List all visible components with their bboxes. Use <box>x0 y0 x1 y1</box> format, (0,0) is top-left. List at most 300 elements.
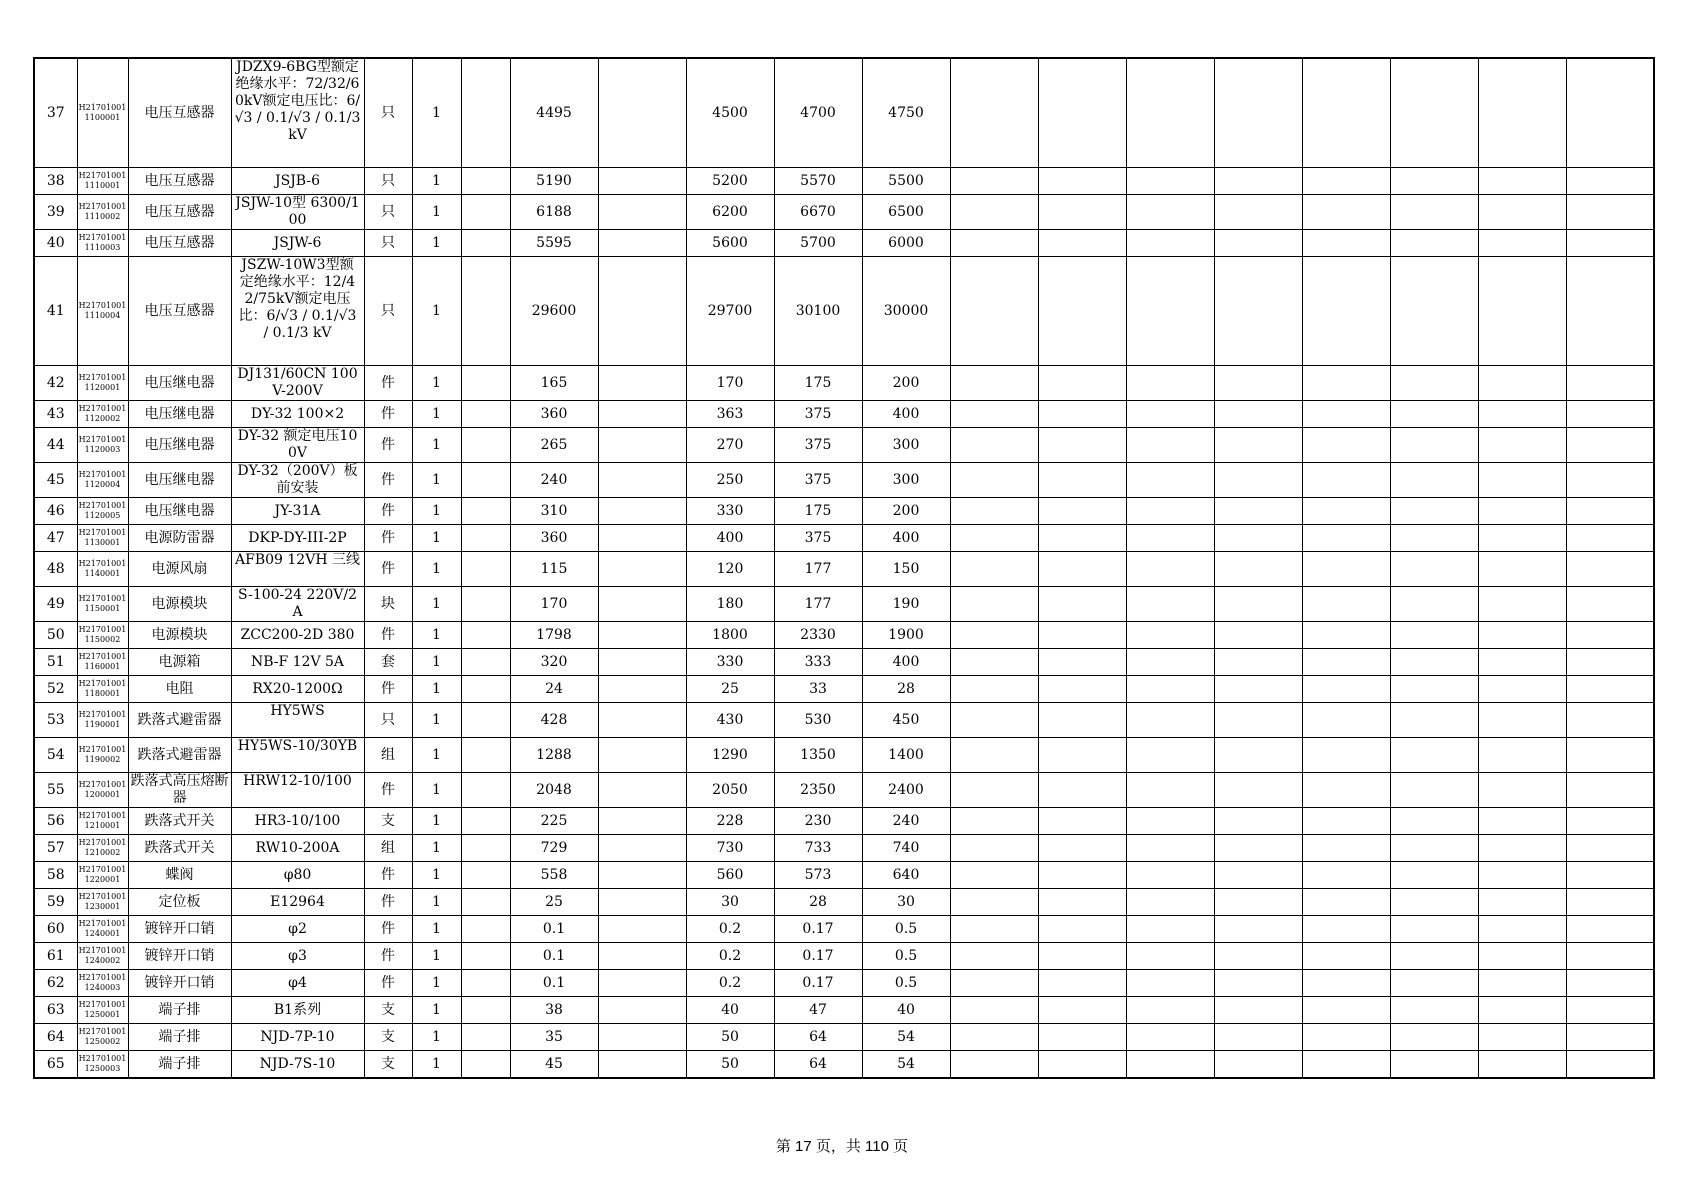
item-unit: 件 <box>364 943 412 970</box>
item-code: H217010011240001 <box>77 916 128 943</box>
empty-cell <box>598 230 686 257</box>
empty-cell <box>461 889 510 916</box>
table-row <box>34 916 1654 943</box>
spec-text: DY-32 额定电压100V <box>237 428 358 461</box>
table-row <box>34 970 1654 997</box>
page-footer: 第 17 页，共 110 页 <box>775 1138 909 1155</box>
empty-cell <box>1566 889 1654 916</box>
item-qty: 1 <box>412 587 461 622</box>
empty-cell <box>1214 889 1302 916</box>
price-3: 375 <box>774 401 862 428</box>
empty-cell <box>1038 58 1126 168</box>
table-row <box>34 525 1654 552</box>
item-name: 电压互感器 <box>128 168 231 195</box>
empty-cell <box>1566 943 1654 970</box>
table-row <box>34 58 1654 168</box>
empty-cell <box>1126 1051 1214 1079</box>
item-name: 电源风扇 <box>128 552 231 587</box>
empty-cell <box>1038 808 1126 835</box>
item-unit: 只 <box>364 703 412 738</box>
empty-cell <box>950 835 1038 862</box>
price-1: 170 <box>510 587 598 622</box>
empty-cell <box>1214 195 1302 230</box>
price-4: 300 <box>862 428 950 463</box>
empty-cell <box>461 773 510 808</box>
item-qty: 1 <box>412 1024 461 1051</box>
empty-cell <box>1126 808 1214 835</box>
item-spec <box>231 366 364 401</box>
empty-cell <box>1302 195 1390 230</box>
item-qty: 1 <box>412 835 461 862</box>
item-code: H217010011110003 <box>77 230 128 257</box>
empty-cell <box>1038 773 1126 808</box>
price-3: 28 <box>774 889 862 916</box>
empty-cell <box>1038 1024 1126 1051</box>
item-unit: 组 <box>364 738 412 773</box>
price-4: 0.5 <box>862 970 950 997</box>
empty-cell <box>1390 649 1478 676</box>
spec-text: DY-32（200V）板前安装 <box>237 463 358 496</box>
empty-cell <box>1390 889 1478 916</box>
price-3: 375 <box>774 525 862 552</box>
spec-text: JSJW-6 <box>273 234 322 251</box>
empty-cell <box>1302 773 1390 808</box>
item-name: 蝶阀 <box>128 862 231 889</box>
price-2: 25 <box>686 676 774 703</box>
spec-text: DY-32 100×2 <box>250 405 345 422</box>
price-1: 428 <box>510 703 598 738</box>
item-code: H217010011120002 <box>77 401 128 428</box>
empty-cell <box>1566 622 1654 649</box>
price-2: 30 <box>686 889 774 916</box>
empty-cell <box>1214 943 1302 970</box>
empty-cell <box>461 401 510 428</box>
empty-cell <box>1566 366 1654 401</box>
empty-cell <box>1478 773 1566 808</box>
item-name: 跌落式避雷器 <box>128 738 231 773</box>
item-code: H21701001110000​1 <box>77 58 128 168</box>
empty-cell <box>1566 970 1654 997</box>
row-no: 58 <box>34 862 77 889</box>
empty-cell <box>950 257 1038 366</box>
row-no: 62 <box>34 970 77 997</box>
table-row <box>34 649 1654 676</box>
item-qty: 1 <box>412 997 461 1024</box>
empty-cell <box>1126 195 1214 230</box>
empty-cell <box>950 498 1038 525</box>
row-no: 56 <box>34 808 77 835</box>
spec-text: JSJW-10型 6300/100 <box>235 195 360 228</box>
item-name: 电压互感器 <box>128 58 231 168</box>
empty-cell <box>461 58 510 168</box>
spec-text: ZCC200-2D 380 <box>240 626 355 643</box>
table-row <box>34 257 1654 366</box>
empty-cell <box>598 889 686 916</box>
item-code: H217010011230001 <box>77 889 128 916</box>
price-4: 200 <box>862 498 950 525</box>
item-qty: 1 <box>412 168 461 195</box>
empty-cell <box>1478 498 1566 525</box>
empty-cell <box>1302 1051 1390 1079</box>
empty-cell <box>1390 587 1478 622</box>
empty-cell <box>1214 808 1302 835</box>
price-2: 170 <box>686 366 774 401</box>
price-1: 558 <box>510 862 598 889</box>
table-row <box>34 168 1654 195</box>
price-2: 1290 <box>686 738 774 773</box>
row-no: 40 <box>34 230 77 257</box>
empty-cell <box>1038 401 1126 428</box>
price-4: 640 <box>862 862 950 889</box>
empty-cell <box>1214 649 1302 676</box>
empty-cell <box>461 552 510 587</box>
empty-cell <box>598 997 686 1024</box>
empty-cell <box>461 428 510 463</box>
item-unit: 件 <box>364 552 412 587</box>
item-code: H217010011120004 <box>77 463 128 498</box>
item-spec <box>231 649 364 676</box>
empty-cell <box>1478 808 1566 835</box>
item-spec <box>231 552 364 587</box>
empty-cell <box>1214 862 1302 889</box>
item-code: H217010011140001 <box>77 552 128 587</box>
table-row <box>34 889 1654 916</box>
empty-cell <box>950 195 1038 230</box>
table-row <box>34 738 1654 773</box>
price-3: 64 <box>774 1051 862 1079</box>
item-code: H217010011240003 <box>77 970 128 997</box>
item-qty: 1 <box>412 943 461 970</box>
empty-cell <box>598 257 686 366</box>
price-4: 30 <box>862 889 950 916</box>
price-3: 64 <box>774 1024 862 1051</box>
price-2: 363 <box>686 401 774 428</box>
empty-cell <box>1566 463 1654 498</box>
empty-cell <box>1038 862 1126 889</box>
empty-cell <box>950 463 1038 498</box>
empty-cell <box>598 649 686 676</box>
item-qty: 1 <box>412 862 461 889</box>
item-spec <box>231 889 364 916</box>
item-qty: 1 <box>412 498 461 525</box>
row-no: 64 <box>34 1024 77 1051</box>
item-code: H217010011120001 <box>77 366 128 401</box>
empty-cell <box>1302 916 1390 943</box>
empty-cell <box>598 58 686 168</box>
item-unit: 只 <box>364 230 412 257</box>
price-3: 30100 <box>774 257 862 366</box>
empty-cell <box>1390 997 1478 1024</box>
item-code: H217010011190002 <box>77 738 128 773</box>
item-code: H217010011240002 <box>77 943 128 970</box>
table-row <box>34 587 1654 622</box>
price-3: 375 <box>774 428 862 463</box>
item-unit: 支 <box>364 1024 412 1051</box>
price-3: 5570 <box>774 168 862 195</box>
empty-cell <box>1390 1051 1478 1079</box>
price-4: 400 <box>862 401 950 428</box>
empty-cell <box>1038 498 1126 525</box>
row-no: 63 <box>34 997 77 1024</box>
empty-cell <box>1390 703 1478 738</box>
price-2: 120 <box>686 552 774 587</box>
spec-text: NB-F 12V 5A <box>250 653 345 670</box>
empty-cell <box>598 703 686 738</box>
item-code: H217010011150001 <box>77 587 128 622</box>
empty-cell <box>1302 552 1390 587</box>
empty-cell <box>598 525 686 552</box>
price-1: 4495 <box>510 58 598 168</box>
spec-text: DKP-DY-III-2P <box>248 529 347 546</box>
item-unit: 只 <box>364 58 412 168</box>
empty-cell <box>1478 230 1566 257</box>
item-spec <box>231 168 364 195</box>
empty-cell <box>1566 649 1654 676</box>
empty-cell <box>1214 366 1302 401</box>
price-2: 560 <box>686 862 774 889</box>
empty-cell <box>598 943 686 970</box>
empty-cell <box>1038 835 1126 862</box>
empty-cell <box>598 622 686 649</box>
empty-cell <box>950 773 1038 808</box>
price-4: 0.5 <box>862 943 950 970</box>
empty-cell <box>1126 525 1214 552</box>
price-3: 1350 <box>774 738 862 773</box>
empty-cell <box>950 401 1038 428</box>
table-row <box>34 366 1654 401</box>
empty-cell <box>598 773 686 808</box>
price-1: 729 <box>510 835 598 862</box>
empty-cell <box>1566 808 1654 835</box>
price-4: 54 <box>862 1051 950 1079</box>
row-no: 48 <box>34 552 77 587</box>
empty-cell <box>1478 676 1566 703</box>
item-spec <box>231 257 364 366</box>
price-1: 360 <box>510 525 598 552</box>
empty-cell <box>1126 676 1214 703</box>
spec-text: φ2 <box>288 920 307 937</box>
price-2: 5200 <box>686 168 774 195</box>
spec-text: φ80 <box>283 866 312 883</box>
price-2: 250 <box>686 463 774 498</box>
item-qty: 1 <box>412 58 461 168</box>
item-code: H217010011180001 <box>77 676 128 703</box>
spec-text: JSJB-6 <box>274 172 320 189</box>
empty-cell <box>1038 168 1126 195</box>
item-code: H217010011120003 <box>77 428 128 463</box>
price-1: 115 <box>510 552 598 587</box>
price-2: 50 <box>686 1024 774 1051</box>
spec-text: NJD-7S-10 <box>259 1055 336 1072</box>
item-qty: 1 <box>412 703 461 738</box>
empty-cell <box>1390 428 1478 463</box>
empty-cell <box>1302 970 1390 997</box>
empty-cell <box>1566 498 1654 525</box>
item-spec <box>231 862 364 889</box>
item-spec <box>231 401 364 428</box>
empty-cell <box>1302 168 1390 195</box>
empty-cell <box>950 808 1038 835</box>
empty-cell <box>1478 835 1566 862</box>
empty-cell <box>1478 168 1566 195</box>
empty-cell <box>1038 970 1126 997</box>
empty-cell <box>1390 195 1478 230</box>
spec-text: HY5WS-10/30YB <box>237 738 358 754</box>
price-1: 1288 <box>510 738 598 773</box>
empty-cell <box>1126 970 1214 997</box>
spec-text: AFB09 12VH 三线 <box>235 552 360 568</box>
item-spec <box>231 676 364 703</box>
empty-cell <box>1478 703 1566 738</box>
item-code: H217010011150002 <box>77 622 128 649</box>
price-2: 2050 <box>686 773 774 808</box>
row-no: 44 <box>34 428 77 463</box>
empty-cell <box>598 195 686 230</box>
row-no: 50 <box>34 622 77 649</box>
price-2: 180 <box>686 587 774 622</box>
empty-cell <box>1214 835 1302 862</box>
table-row <box>34 1024 1654 1051</box>
item-name: 端子排 <box>128 1051 231 1079</box>
empty-cell <box>461 808 510 835</box>
empty-cell <box>950 649 1038 676</box>
item-spec <box>231 498 364 525</box>
price-3: 177 <box>774 587 862 622</box>
row-no: 38 <box>34 168 77 195</box>
empty-cell <box>950 587 1038 622</box>
empty-cell <box>1214 1024 1302 1051</box>
empty-cell <box>1566 58 1654 168</box>
empty-cell <box>1126 916 1214 943</box>
item-name: 电阻 <box>128 676 231 703</box>
empty-cell <box>950 676 1038 703</box>
empty-cell <box>1302 676 1390 703</box>
price-3: 0.17 <box>774 943 862 970</box>
empty-cell <box>461 587 510 622</box>
item-qty: 1 <box>412 401 461 428</box>
empty-cell <box>598 587 686 622</box>
empty-cell <box>598 168 686 195</box>
price-3: 230 <box>774 808 862 835</box>
spec-text: HRW12-10/100 <box>243 773 352 789</box>
empty-cell <box>461 195 510 230</box>
empty-cell <box>1126 773 1214 808</box>
price-4: 200 <box>862 366 950 401</box>
empty-cell <box>1390 552 1478 587</box>
empty-cell <box>1214 230 1302 257</box>
empty-cell <box>1478 738 1566 773</box>
empty-cell <box>1478 1051 1566 1079</box>
item-code: H217010011250003 <box>77 1051 128 1079</box>
empty-cell <box>1126 997 1214 1024</box>
empty-cell <box>1566 676 1654 703</box>
item-name: 电压互感器 <box>128 230 231 257</box>
row-no: 60 <box>34 916 77 943</box>
price-3: 5700 <box>774 230 862 257</box>
empty-cell <box>1126 552 1214 587</box>
item-qty: 1 <box>412 195 461 230</box>
empty-cell <box>461 230 510 257</box>
item-qty: 1 <box>412 1051 461 1079</box>
item-qty: 1 <box>412 916 461 943</box>
item-qty: 1 <box>412 889 461 916</box>
empty-cell <box>1126 168 1214 195</box>
empty-cell <box>461 916 510 943</box>
empty-cell <box>1390 1024 1478 1051</box>
empty-cell <box>1214 463 1302 498</box>
empty-cell <box>1478 58 1566 168</box>
empty-cell <box>1566 997 1654 1024</box>
item-qty: 1 <box>412 808 461 835</box>
price-3: 177 <box>774 552 862 587</box>
empty-cell <box>1390 835 1478 862</box>
empty-cell <box>1478 1024 1566 1051</box>
item-spec <box>231 738 364 773</box>
spec-text: E12964 <box>270 893 325 910</box>
empty-cell <box>1478 997 1566 1024</box>
empty-cell <box>1038 622 1126 649</box>
empty-cell <box>598 463 686 498</box>
empty-cell <box>1302 230 1390 257</box>
empty-cell <box>598 738 686 773</box>
item-name: 端子排 <box>128 997 231 1024</box>
empty-cell <box>1302 703 1390 738</box>
item-qty: 1 <box>412 463 461 498</box>
empty-cell <box>1038 676 1126 703</box>
price-1: 1798 <box>510 622 598 649</box>
price-1: 0.1 <box>510 916 598 943</box>
item-unit: 套 <box>364 649 412 676</box>
price-1: 240 <box>510 463 598 498</box>
table-row <box>34 703 1654 738</box>
price-2: 330 <box>686 649 774 676</box>
item-name: 电压继电器 <box>128 366 231 401</box>
item-unit: 组 <box>364 835 412 862</box>
item-spec <box>231 703 364 738</box>
empty-cell <box>950 970 1038 997</box>
price-4: 6500 <box>862 195 950 230</box>
empty-cell <box>1390 943 1478 970</box>
price-4: 740 <box>862 835 950 862</box>
empty-cell <box>1126 587 1214 622</box>
item-code: H217010011160001 <box>77 649 128 676</box>
empty-cell <box>1302 401 1390 428</box>
price-1: 5190 <box>510 168 598 195</box>
empty-cell <box>461 738 510 773</box>
item-unit: 件 <box>364 916 412 943</box>
empty-cell <box>950 943 1038 970</box>
item-spec <box>231 835 364 862</box>
item-name: 镀锌开口销 <box>128 916 231 943</box>
row-no: 53 <box>34 703 77 738</box>
empty-cell <box>598 401 686 428</box>
spec-text: JY-31A <box>274 502 321 519</box>
empty-cell <box>461 835 510 862</box>
empty-cell <box>950 862 1038 889</box>
price-2: 270 <box>686 428 774 463</box>
price-2: 330 <box>686 498 774 525</box>
empty-cell <box>1038 552 1126 587</box>
item-spec <box>231 622 364 649</box>
item-unit: 只 <box>364 257 412 366</box>
spec-text: RX20-1200Ω <box>252 680 343 697</box>
row-no: 43 <box>34 401 77 428</box>
empty-cell <box>461 943 510 970</box>
item-unit: 件 <box>364 862 412 889</box>
row-no: 37 <box>34 58 77 168</box>
item-qty: 1 <box>412 257 461 366</box>
table-row <box>34 552 1654 587</box>
